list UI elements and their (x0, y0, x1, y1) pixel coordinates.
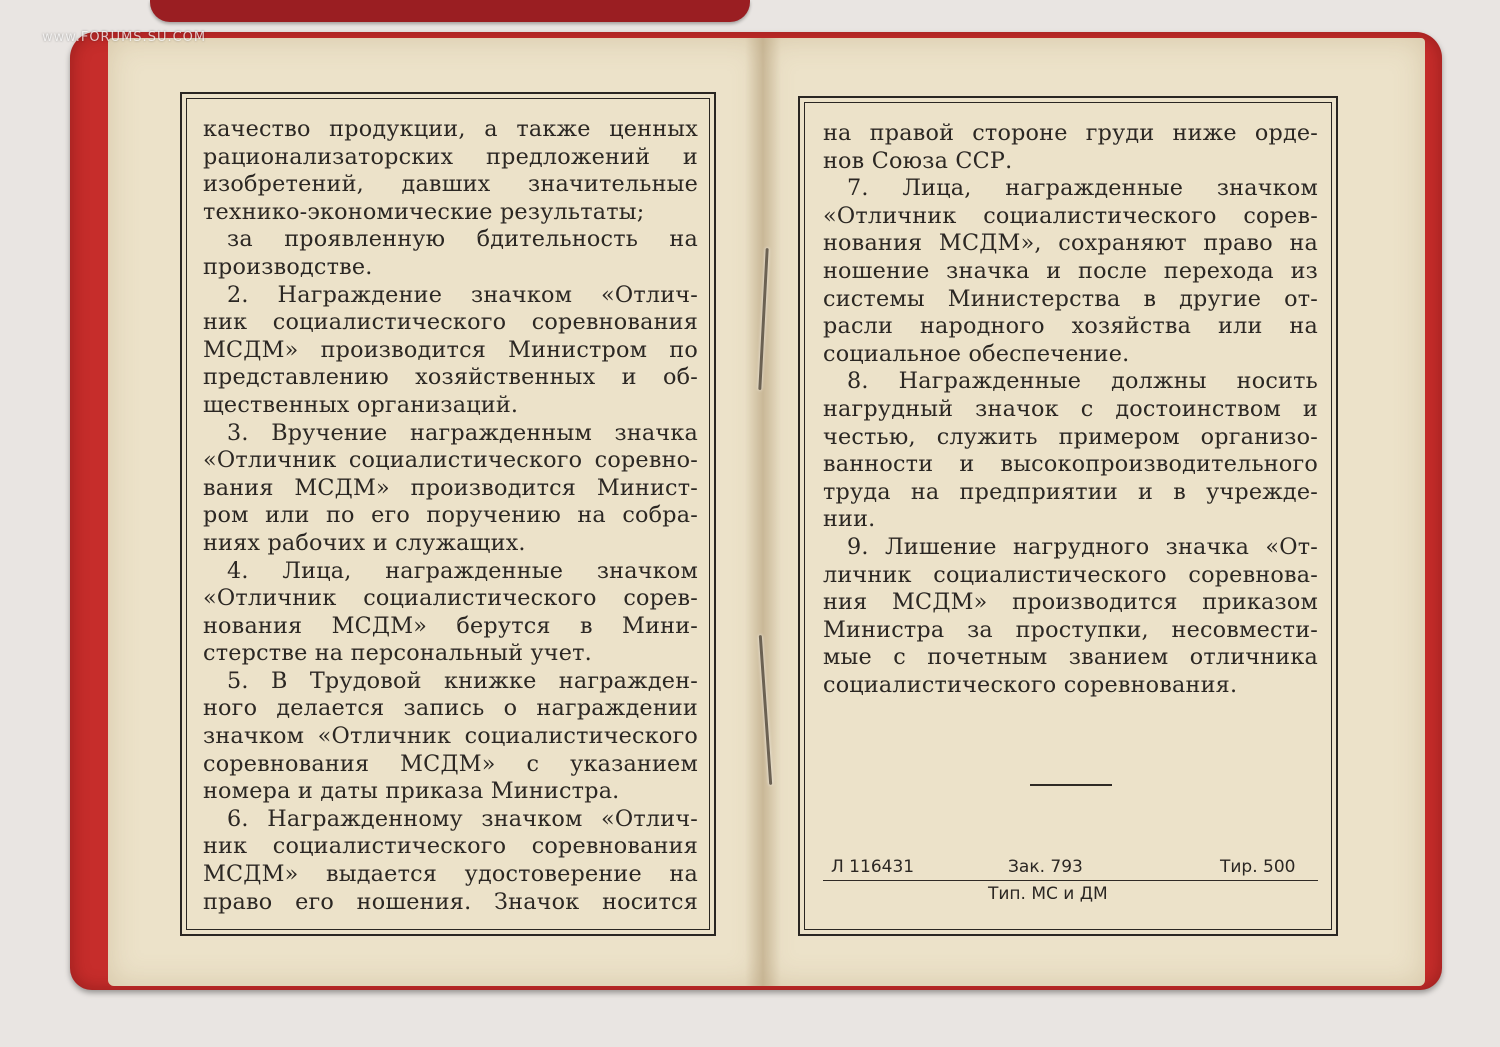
previous-booklet-cover (150, 0, 750, 22)
text-line: честью, служить примером организо- (823, 423, 1318, 450)
text-line: ния МСДМ» производится приказом (823, 589, 1318, 616)
text-line: Министра за проступки, несовмести- (823, 616, 1318, 643)
imprint-print-run: Тир. 500 (1220, 857, 1296, 877)
text-line: «Отличник социалистического сорев- (203, 585, 698, 612)
text-line: нов Союза ССР. (823, 147, 1013, 174)
text-line: рационализаторских предложений и (203, 143, 698, 170)
imprint-order: Зак. 793 (1008, 857, 1083, 877)
text-line: нагрудный значок с достоинством и (823, 395, 1318, 422)
text-line: 3. Вручение награжденным значка (227, 419, 698, 446)
text-line: стерстве на персональный учет. (203, 640, 592, 667)
imprint-printer: Тип. МС и ДМ (988, 884, 1108, 904)
text-line: технико-экономические результаты; (203, 198, 645, 225)
text-line: ник социалистического соревнования (203, 833, 698, 860)
text-line: труда на предприятии и в учрежде- (823, 478, 1318, 505)
text-line: социальное обеспечение. (823, 340, 1130, 367)
left-page-text (203, 116, 698, 916)
text-line: ник социалистического соревнования (203, 309, 698, 336)
text-line: номера и даты приказа Министра. (203, 778, 620, 805)
text-line: «Отличник социалистического сорев- (823, 202, 1318, 229)
text-line: право его ношения. Значок носится (203, 888, 698, 915)
watermark: www.FORUMS.SU.COM (42, 30, 207, 45)
spine-fold (745, 38, 781, 986)
text-line: мые с почетным званием отличника (823, 644, 1318, 671)
text-line: соревнования МСДМ» с указанием (203, 750, 698, 777)
text-line: на правой стороне груди ниже орде- (823, 120, 1318, 146)
text-line: 7. Лица, награжденные значком (847, 175, 1318, 202)
imprint-divider (823, 880, 1318, 881)
text-line: производстве. (203, 253, 373, 280)
text-line: МСДМ» выдается удостоверение на (203, 861, 698, 888)
text-line: за проявленную бдительность на (227, 226, 698, 253)
text-line: ром или по его поручению на собра- (203, 502, 698, 529)
right-page-text (823, 120, 1318, 699)
text-line: щественных организаций. (203, 391, 519, 418)
text-line: МСДМ» производится Министром по (203, 336, 698, 363)
text-line: ношение значка и после перехода из (823, 257, 1318, 284)
end-rule (1030, 784, 1112, 786)
text-line: значком «Отличник социалистического (203, 723, 698, 750)
text-line: 8. Награжденные должны носить (847, 368, 1318, 395)
text-line: системы Министерства в другие от- (823, 285, 1318, 312)
text-line: 6. Награжденному значком «Отлич- (227, 805, 698, 832)
text-line: качество продукции, а также ценных (203, 116, 698, 142)
text-line: 5. В Трудовой книжке награжден- (227, 667, 698, 694)
text-line: «Отличник социалистического соревно- (203, 447, 698, 474)
text-line: нования МСДМ», сохраняют право на (823, 230, 1318, 257)
text-line: ниях рабочих и служащих. (203, 529, 526, 556)
text-line: ного делается запись о награждении (203, 695, 698, 722)
text-line: 9. Лишение нагрудного значка «От- (847, 533, 1318, 560)
text-line: представлению хозяйственных и об- (203, 364, 698, 391)
text-line: 4. Лица, награжденные значком (227, 557, 698, 584)
text-line: социалистического соревнования. (823, 671, 1238, 698)
text-line: нования МСДМ» берутся в Мини- (203, 612, 698, 639)
text-line: изобретений, давших значительные (203, 171, 698, 198)
text-line: 2. Награждение значком «Отлич- (227, 281, 698, 308)
text-line: ванности и высокопроизводительного (823, 451, 1318, 478)
imprint-license: Л 116431 (831, 857, 915, 877)
text-line: вания МСДМ» производится Минист- (203, 474, 698, 501)
text-line: личник социалистического соревнова- (823, 561, 1318, 588)
text-line: расли народного хозяйства или на (823, 313, 1318, 340)
text-line: нии. (823, 506, 876, 533)
